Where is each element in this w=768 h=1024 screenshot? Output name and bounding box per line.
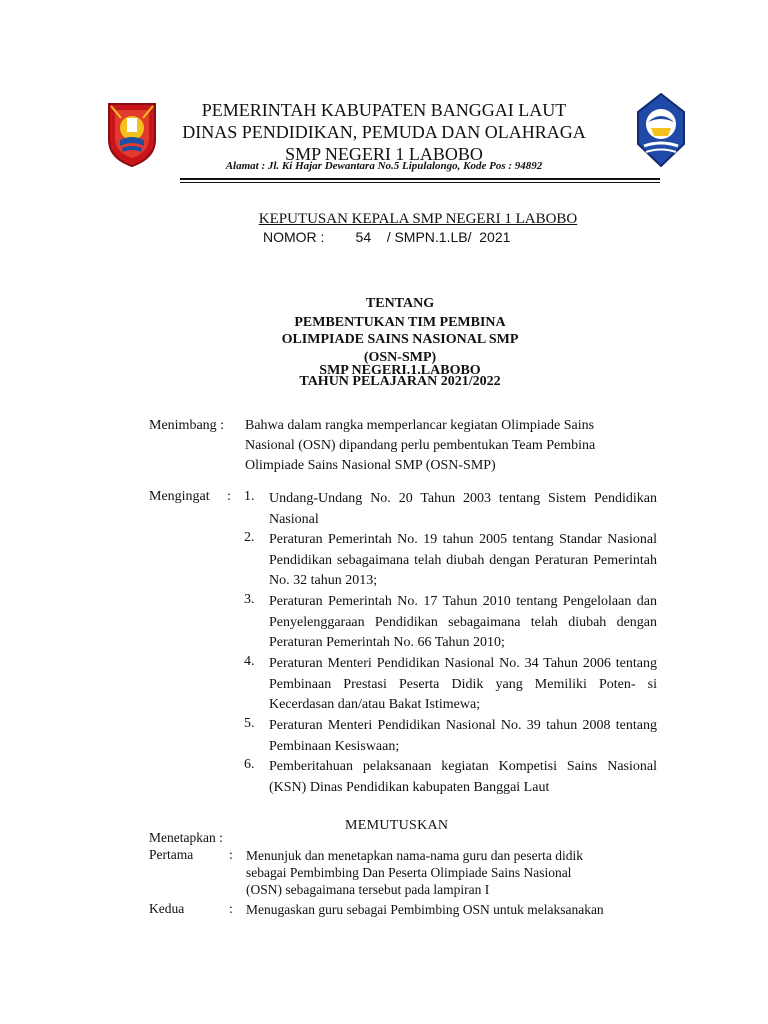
list-item-number: 4. <box>244 654 255 669</box>
list-item: Peraturan Pemerintah No. 17 Tahun 2010 tentang Pengelolaan dan Penyelenggaraan Pendidikan sebagaimana telah diubah dengan Peraturan Pemerintah No. 66 Tahun 2010; <box>269 594 657 650</box>
letterhead-school: SMP NEGERI 1 LABOBO <box>285 144 483 164</box>
decree-title: KEPUTUSAN KEPALA SMP NEGERI 1 LABOBO <box>258 211 578 227</box>
list-item: Pemberitahuan pelaksanaan kegiatan Kompetisi Sains Nasional (KSN) Dinas Pendidikan kabupaten Banggai Laut <box>269 759 657 795</box>
menimbang-line: Bahwa dalam rangka memperlancar kegiatan Olimpiade Sains <box>245 418 595 433</box>
letterhead-address: Alamat : Jl. Ki Hajar Dewantara No.5 Lipulalongo, Kode Pos : 94892 <box>225 160 543 172</box>
list-item-number: 5. <box>244 716 255 731</box>
pertama-line: sebagai Pembimbing Dan Peserta Olimpiade Sains Nasional <box>246 865 572 880</box>
list-item-number: 2. <box>244 530 255 545</box>
mengingat-colon: : <box>227 489 231 504</box>
pertama-text <box>246 847 636 898</box>
pertama-line: Menunjuk dan menetapkan nama-nama guru dan peserta didik <box>246 848 584 863</box>
menimbang-text <box>245 416 595 476</box>
menimbang-line: Nasional (OSN) dipandang perlu pembentukan Team Pembina <box>245 438 596 453</box>
subject-tentang: TENTANG <box>365 296 435 311</box>
kedua-text: Menugaskan guru sebagai Pembimbing OSN untuk melaksanakan <box>246 902 604 917</box>
kedua-colon: : <box>229 901 233 916</box>
list-item-number: 3. <box>244 592 255 607</box>
letterhead-department: DINAS PENDIDIKAN, PEMUDA DAN OLAHRAGA <box>182 122 586 142</box>
letterhead-rule-thin <box>180 182 660 183</box>
pertama-colon: : <box>229 847 233 862</box>
subject-line-3: OLIMPIADE SAINS NASIONAL SMP <box>281 332 519 347</box>
pertama-label: Pertama <box>149 847 194 862</box>
list-item: Undang-Undang No. 20 Tahun 2003 tentang Sistem Pendidikan Nasional <box>269 491 657 527</box>
menetapkan-label: Menetapkan : <box>149 830 223 845</box>
list-item: Peraturan Pemerintah No. 19 tahun 2005 tentang Standar Nasional Pendidikan sebagaimana telah diubah dengan Peraturan Pemerintah No. 32 tahun 2013; <box>269 532 657 588</box>
memutuskan-heading: MEMUTUSKAN <box>345 818 449 833</box>
subject-line-2: PEMBENTUKAN TIM PEMBINA <box>294 315 506 330</box>
kedua-label: Kedua <box>149 901 185 916</box>
list-item-number: 6. <box>244 757 255 772</box>
subject-line-4: (OSN-SMP) <box>363 350 437 365</box>
list-item: Peraturan Menteri Pendidikan Nasional No. 39 tahun 2008 tentang Pembinaan Kesiswaan; <box>269 718 657 754</box>
letterhead-rule <box>180 178 660 180</box>
subject-line-5: SMP NEGERI.1.LABOBO <box>319 363 481 378</box>
list-item-number: 1. <box>244 489 255 504</box>
list-item: Peraturan Menteri Pendidikan Nasional No. 34 Tahun 2006 tentang Pembinaan Prestasi Peserta Didik yang Memiliki Poten- si Kecerdasan dan/atau Bakat Istimewa; <box>269 656 657 712</box>
letterhead-government: PEMERINTAH KABUPATEN BANGGAI LAUT <box>201 100 567 120</box>
decree-number: NOMOR : 54 / SMPN.1.LB/ 2021 <box>263 229 511 245</box>
pertama-line: (OSN) sebagaimana tersebut pada lampiran I <box>246 882 490 897</box>
mengingat-label: Mengingat <box>149 489 210 504</box>
subject-line-6: TAHUN PELAJARAN 2021/2022 <box>299 374 501 389</box>
menimbang-line: Olimpiade Sains Nasional SMP (OSN-SMP) <box>245 458 496 473</box>
menimbang-label: Menimbang : <box>149 418 225 433</box>
